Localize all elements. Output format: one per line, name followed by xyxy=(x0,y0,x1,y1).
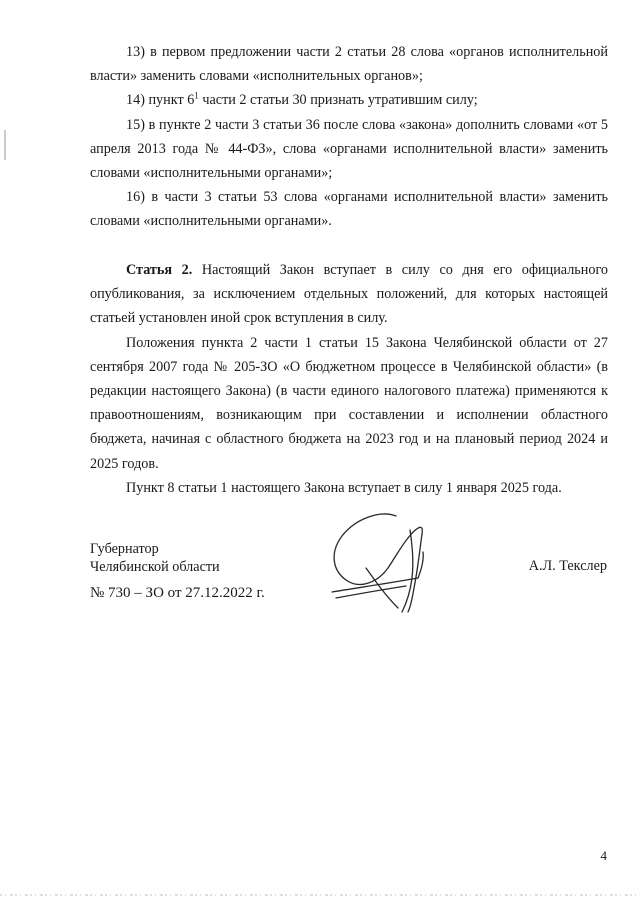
page-number: 4 xyxy=(600,848,607,863)
signatory-title xyxy=(90,540,220,576)
amendment-item-14-superscript: 1 xyxy=(194,90,199,101)
article-2 xyxy=(90,258,608,500)
law-number-and-date: № 730 – ЗО от 27.12.2022 г. xyxy=(90,585,265,601)
amendment-item-14-suffix: части 2 статьи 30 признать утратившим силу; xyxy=(198,92,478,109)
article-2-lead-paragraph xyxy=(90,258,608,331)
signatory-title-line-1: Губернатор xyxy=(90,541,159,557)
signatory-title-line-2: Челябинской области xyxy=(90,559,220,575)
article-2-lead-text: Настоящий Закон вступает в силу со дня его официального опубликования, за исключением отдельных положений, для которых настоящей статьей установлен иной срок вступления в силу. xyxy=(90,262,609,327)
scan-margin-mark xyxy=(4,130,6,160)
amendment-item-15: 15) в пункте 2 части 3 статьи 36 после слова «закона» дополнить словами «от 5 апреля 2013 года № 44-ФЗ», слова «органами исполнительной власти» заменить словами «исполнительными органами»; xyxy=(90,116,608,182)
article-2-paragraph-2: Положения пункта 2 части 1 статьи 15 Закона Челябинской области от 27 сентября 2007 года № 205-ЗО «О бюджетном процессе в Челябинской области» (в редакции настоящего Закона) (в части единого налогового платежа) применяются к правоотношениям, возникающим при составлении и исполнении областного бюджета, начиная с областного бюджета на 2023 год и на плановый период 2024 и 2025 годов. xyxy=(90,334,608,472)
article-2-paragraph-3: Пункт 8 статьи 1 настоящего Закона вступает в силу 1 января 2025 года. xyxy=(126,479,562,496)
amendment-item-14 xyxy=(90,88,608,112)
amendments-list xyxy=(90,40,608,234)
article-2-heading: Статья 2. xyxy=(126,262,193,278)
scan-bottom-edge-artifact xyxy=(0,888,640,900)
amendment-item-13: 13) в первом предложении части 2 статьи 28 слова «органов исполнительной власти» заменить словами «исполнительных органов»; xyxy=(90,44,608,85)
handwritten-signature xyxy=(326,508,436,618)
amendment-item-14-prefix: 14) пункт 6 xyxy=(126,92,195,109)
amendment-item-16: 16) в части 3 статьи 53 слова «органами исполнительной власти» заменить словами «исполнительными органами». xyxy=(90,189,608,230)
signatory-name: А.Л. Текслер xyxy=(528,558,607,574)
